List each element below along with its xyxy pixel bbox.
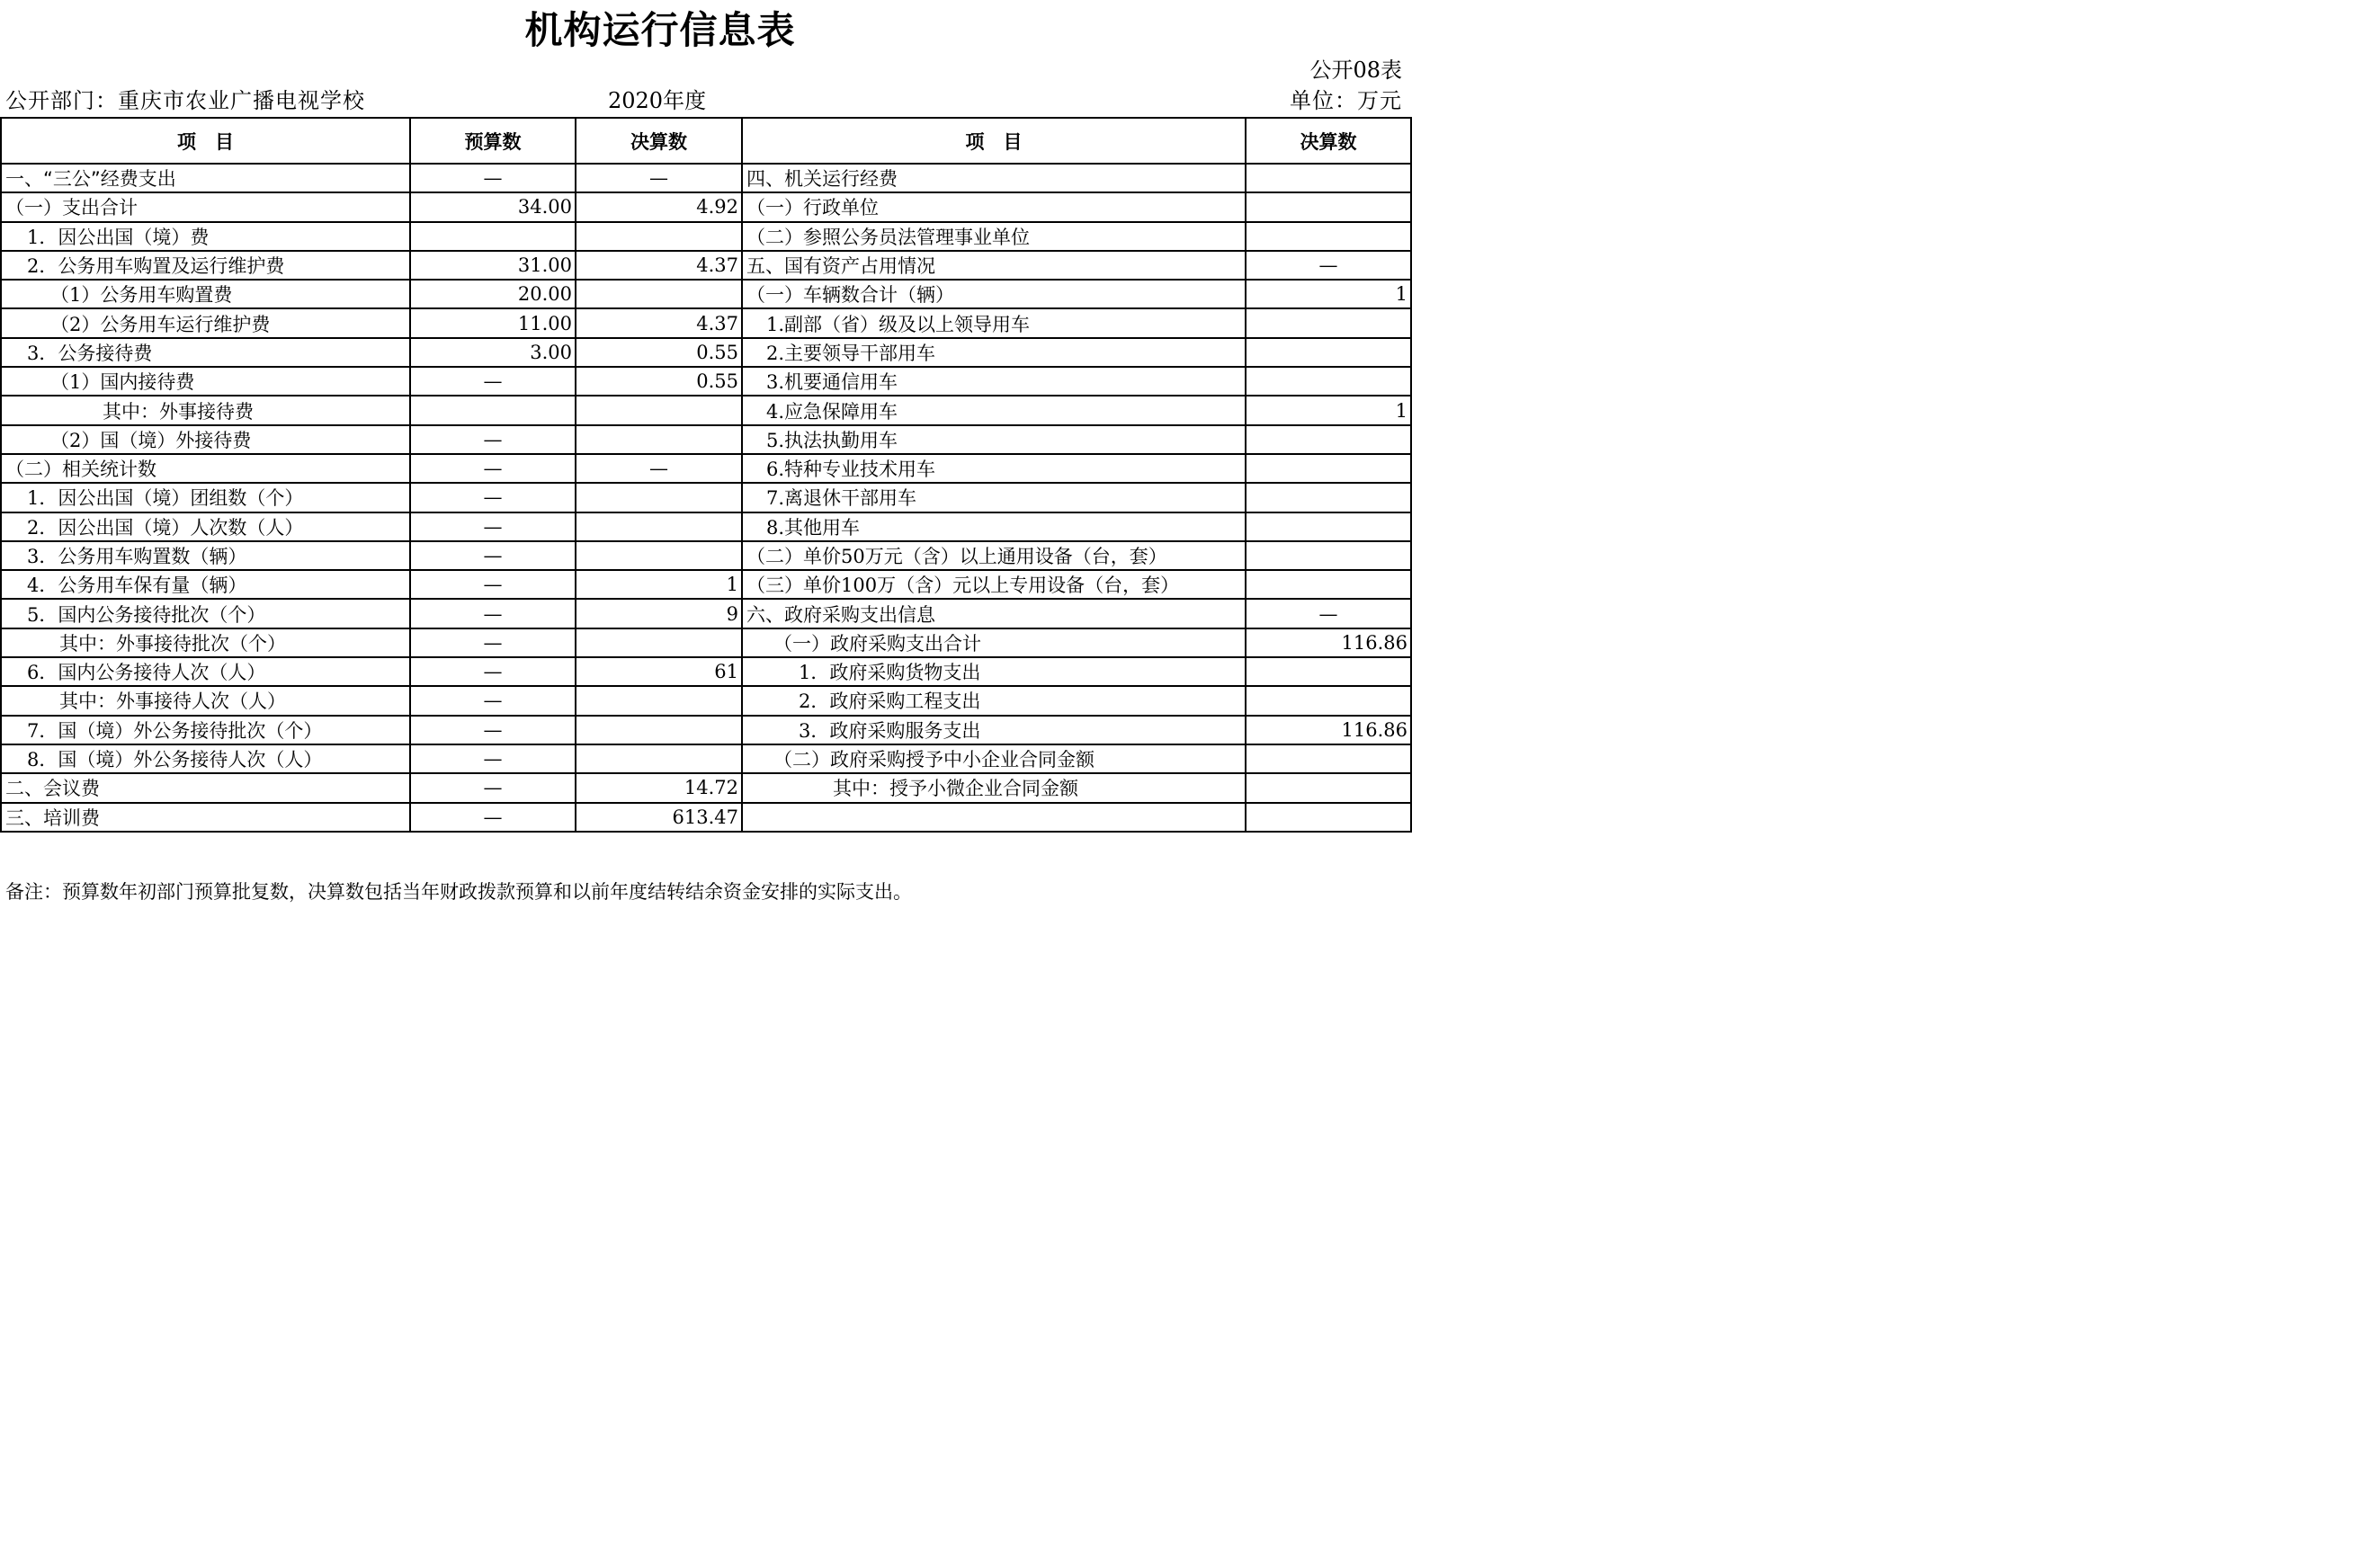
row-final-right <box>1246 744 1411 773</box>
row-item-right: 8.其他用车 <box>742 512 1246 541</box>
row-item-left: （2）公务用车运行维护费 <box>1 308 410 337</box>
row-budget: — <box>410 773 576 802</box>
row-final-right <box>1246 192 1411 221</box>
row-final: 4.92 <box>576 192 742 221</box>
row-final-right <box>1246 338 1411 367</box>
row-final-right <box>1246 512 1411 541</box>
table-row <box>1 541 1411 570</box>
row-budget: — <box>410 716 576 744</box>
row-final-right <box>1246 367 1411 396</box>
table-row <box>1 308 1411 337</box>
row-final-right <box>1246 657 1411 686</box>
row-final-right <box>1246 164 1411 192</box>
table-row <box>1 454 1411 483</box>
row-item-right <box>742 803 1246 832</box>
table-row <box>1 803 1411 832</box>
row-final <box>576 541 742 570</box>
row-item-right: 5.执法执勤用车 <box>742 425 1246 454</box>
header-final-right: 决算数 <box>1246 118 1411 164</box>
row-item-left: （一）支出合计 <box>1 192 410 221</box>
row-final: 0.55 <box>576 367 742 396</box>
form-number: 公开08表 <box>1309 58 1402 83</box>
row-final-right <box>1246 425 1411 454</box>
row-budget: 34.00 <box>410 192 576 221</box>
row-item-left: （1）公务用车购置费 <box>1 280 410 308</box>
row-item-left: 其中：外事接待人次（人） <box>1 686 410 715</box>
row-item-left: （1）国内接待费 <box>1 367 410 396</box>
row-budget: — <box>410 628 576 657</box>
table-row <box>1 599 1411 628</box>
table-row <box>1 570 1411 599</box>
row-item-left: 4．公务用车保有量（辆） <box>1 570 410 599</box>
table-row <box>1 164 1411 192</box>
row-budget: 20.00 <box>410 280 576 308</box>
row-final-right: 1 <box>1246 280 1411 308</box>
row-final: 1 <box>576 570 742 599</box>
row-budget: — <box>410 454 576 483</box>
row-final <box>576 280 742 308</box>
table-row <box>1 744 1411 773</box>
row-item-left: 7．国（境）外公务接待批次（个） <box>1 716 410 744</box>
row-final-right: 1 <box>1246 396 1411 424</box>
row-final-right: 116.86 <box>1246 716 1411 744</box>
row-item-left: 一、“三公”经费支出 <box>1 164 410 192</box>
row-item-right: 六、政府采购支出信息 <box>742 599 1246 628</box>
row-budget: — <box>410 367 576 396</box>
row-final: 61 <box>576 657 742 686</box>
footnote: 备注：预算数年初部门预算批复数，决算数包括当年财政拨款预算和以前年度结转结余资金安排的实际支出。 <box>5 881 912 903</box>
row-final: 14.72 <box>576 773 742 802</box>
row-final-right <box>1246 454 1411 483</box>
row-final <box>576 686 742 715</box>
row-item-left: 3．公务用车购置数（辆） <box>1 541 410 570</box>
row-item-left: 5．国内公务接待批次（个） <box>1 599 410 628</box>
row-item-left: 8．国（境）外公务接待人次（人） <box>1 744 410 773</box>
table-row <box>1 628 1411 657</box>
row-final <box>576 716 742 744</box>
row-item-left: 6．国内公务接待人次（人） <box>1 657 410 686</box>
table-row <box>1 280 1411 308</box>
row-item-left: 2．因公出国（境）人次数（人） <box>1 512 410 541</box>
row-final-right: — <box>1246 599 1411 628</box>
row-item-left: （二）相关统计数 <box>1 454 410 483</box>
header-final: 决算数 <box>576 118 742 164</box>
row-item-right: （一）行政单位 <box>742 192 1246 221</box>
table-row <box>1 222 1411 251</box>
row-item-right: 2.主要领导干部用车 <box>742 338 1246 367</box>
fiscal-year: 2020年度 <box>608 88 707 113</box>
table-row <box>1 686 1411 715</box>
row-item-left: 2．公务用车购置及运行维护费 <box>1 251 410 280</box>
table-row <box>1 773 1411 802</box>
table-row <box>1 483 1411 512</box>
row-final-right <box>1246 483 1411 512</box>
row-item-right: 1．政府采购货物支出 <box>742 657 1246 686</box>
row-final: 9 <box>576 599 742 628</box>
row-item-right: （二）参照公务员法管理事业单位 <box>742 222 1246 251</box>
row-final <box>576 483 742 512</box>
table-body <box>1 164 1411 832</box>
row-item-right: 四、机关运行经费 <box>742 164 1246 192</box>
row-budget: — <box>410 803 576 832</box>
row-budget: — <box>410 599 576 628</box>
row-item-right: 其中：授予小微企业合同金额 <box>742 773 1246 802</box>
row-final <box>576 222 742 251</box>
department-label: 公开部门：重庆市农业广播电视学校 <box>5 88 365 113</box>
row-final-right <box>1246 686 1411 715</box>
row-budget: 31.00 <box>410 251 576 280</box>
row-budget: — <box>410 541 576 570</box>
row-final: 4.37 <box>576 251 742 280</box>
row-budget <box>410 396 576 424</box>
info-table <box>0 117 1412 833</box>
row-final <box>576 744 742 773</box>
row-final <box>576 425 742 454</box>
row-final: 4.37 <box>576 308 742 337</box>
row-item-right: 五、国有资产占用情况 <box>742 251 1246 280</box>
row-item-left: （2）国（境）外接待费 <box>1 425 410 454</box>
row-final-right: 116.86 <box>1246 628 1411 657</box>
row-item-right: （二）单价50万元（含）以上通用设备（台，套） <box>742 541 1246 570</box>
row-item-left: 1．因公出国（境）团组数（个） <box>1 483 410 512</box>
header-item-left: 项 目 <box>1 118 410 164</box>
row-item-left: 三、培训费 <box>1 803 410 832</box>
row-item-right: 3.机要通信用车 <box>742 367 1246 396</box>
row-item-right: （三）单价100万（含）元以上专用设备（台，套） <box>742 570 1246 599</box>
table-header-row <box>1 118 1411 164</box>
row-final-right <box>1246 570 1411 599</box>
row-item-right: 4.应急保障用车 <box>742 396 1246 424</box>
row-final: — <box>576 454 742 483</box>
row-budget: 11.00 <box>410 308 576 337</box>
row-final: — <box>576 164 742 192</box>
row-item-left: 二、会议费 <box>1 773 410 802</box>
row-final-right <box>1246 803 1411 832</box>
row-budget: — <box>410 657 576 686</box>
table-row <box>1 512 1411 541</box>
row-final-right <box>1246 308 1411 337</box>
row-item-right: 7.离退休干部用车 <box>742 483 1246 512</box>
row-item-right: 1.副部（省）级及以上领导用车 <box>742 308 1246 337</box>
row-item-right: （一）政府采购支出合计 <box>742 628 1246 657</box>
row-item-right: 3．政府采购服务支出 <box>742 716 1246 744</box>
row-budget: — <box>410 512 576 541</box>
row-budget: — <box>410 483 576 512</box>
table-row <box>1 716 1411 744</box>
row-item-left: 其中：外事接待批次（个） <box>1 628 410 657</box>
row-item-right: 6.特种专业技术用车 <box>742 454 1246 483</box>
row-budget: 3.00 <box>410 338 576 367</box>
row-final <box>576 628 742 657</box>
row-final-right: — <box>1246 251 1411 280</box>
row-item-left: 3．公务接待费 <box>1 338 410 367</box>
row-final-right <box>1246 222 1411 251</box>
table-row <box>1 192 1411 221</box>
unit-label: 单位：万元 <box>1290 88 1402 113</box>
page-title: 机构运行信息表 <box>524 8 796 52</box>
row-item-left: 其中：外事接待费 <box>1 396 410 424</box>
row-final: 0.55 <box>576 338 742 367</box>
row-item-right: （一）车辆数合计（辆） <box>742 280 1246 308</box>
row-budget: — <box>410 744 576 773</box>
row-budget: — <box>410 570 576 599</box>
row-final: 613.47 <box>576 803 742 832</box>
row-budget <box>410 222 576 251</box>
row-budget: — <box>410 425 576 454</box>
row-item-right: （二）政府采购授予中小企业合同金额 <box>742 744 1246 773</box>
table-row <box>1 367 1411 396</box>
table-row <box>1 657 1411 686</box>
table-row <box>1 396 1411 424</box>
header-item-right: 项 目 <box>742 118 1246 164</box>
row-item-right: 2．政府采购工程支出 <box>742 686 1246 715</box>
row-final-right <box>1246 773 1411 802</box>
row-final <box>576 396 742 424</box>
table-row <box>1 425 1411 454</box>
row-item-left: 1．因公出国（境）费 <box>1 222 410 251</box>
header-budget: 预算数 <box>410 118 576 164</box>
row-final-right <box>1246 541 1411 570</box>
row-final <box>576 512 742 541</box>
table-row <box>1 251 1411 280</box>
row-budget: — <box>410 164 576 192</box>
row-budget: — <box>410 686 576 715</box>
table-row <box>1 338 1411 367</box>
